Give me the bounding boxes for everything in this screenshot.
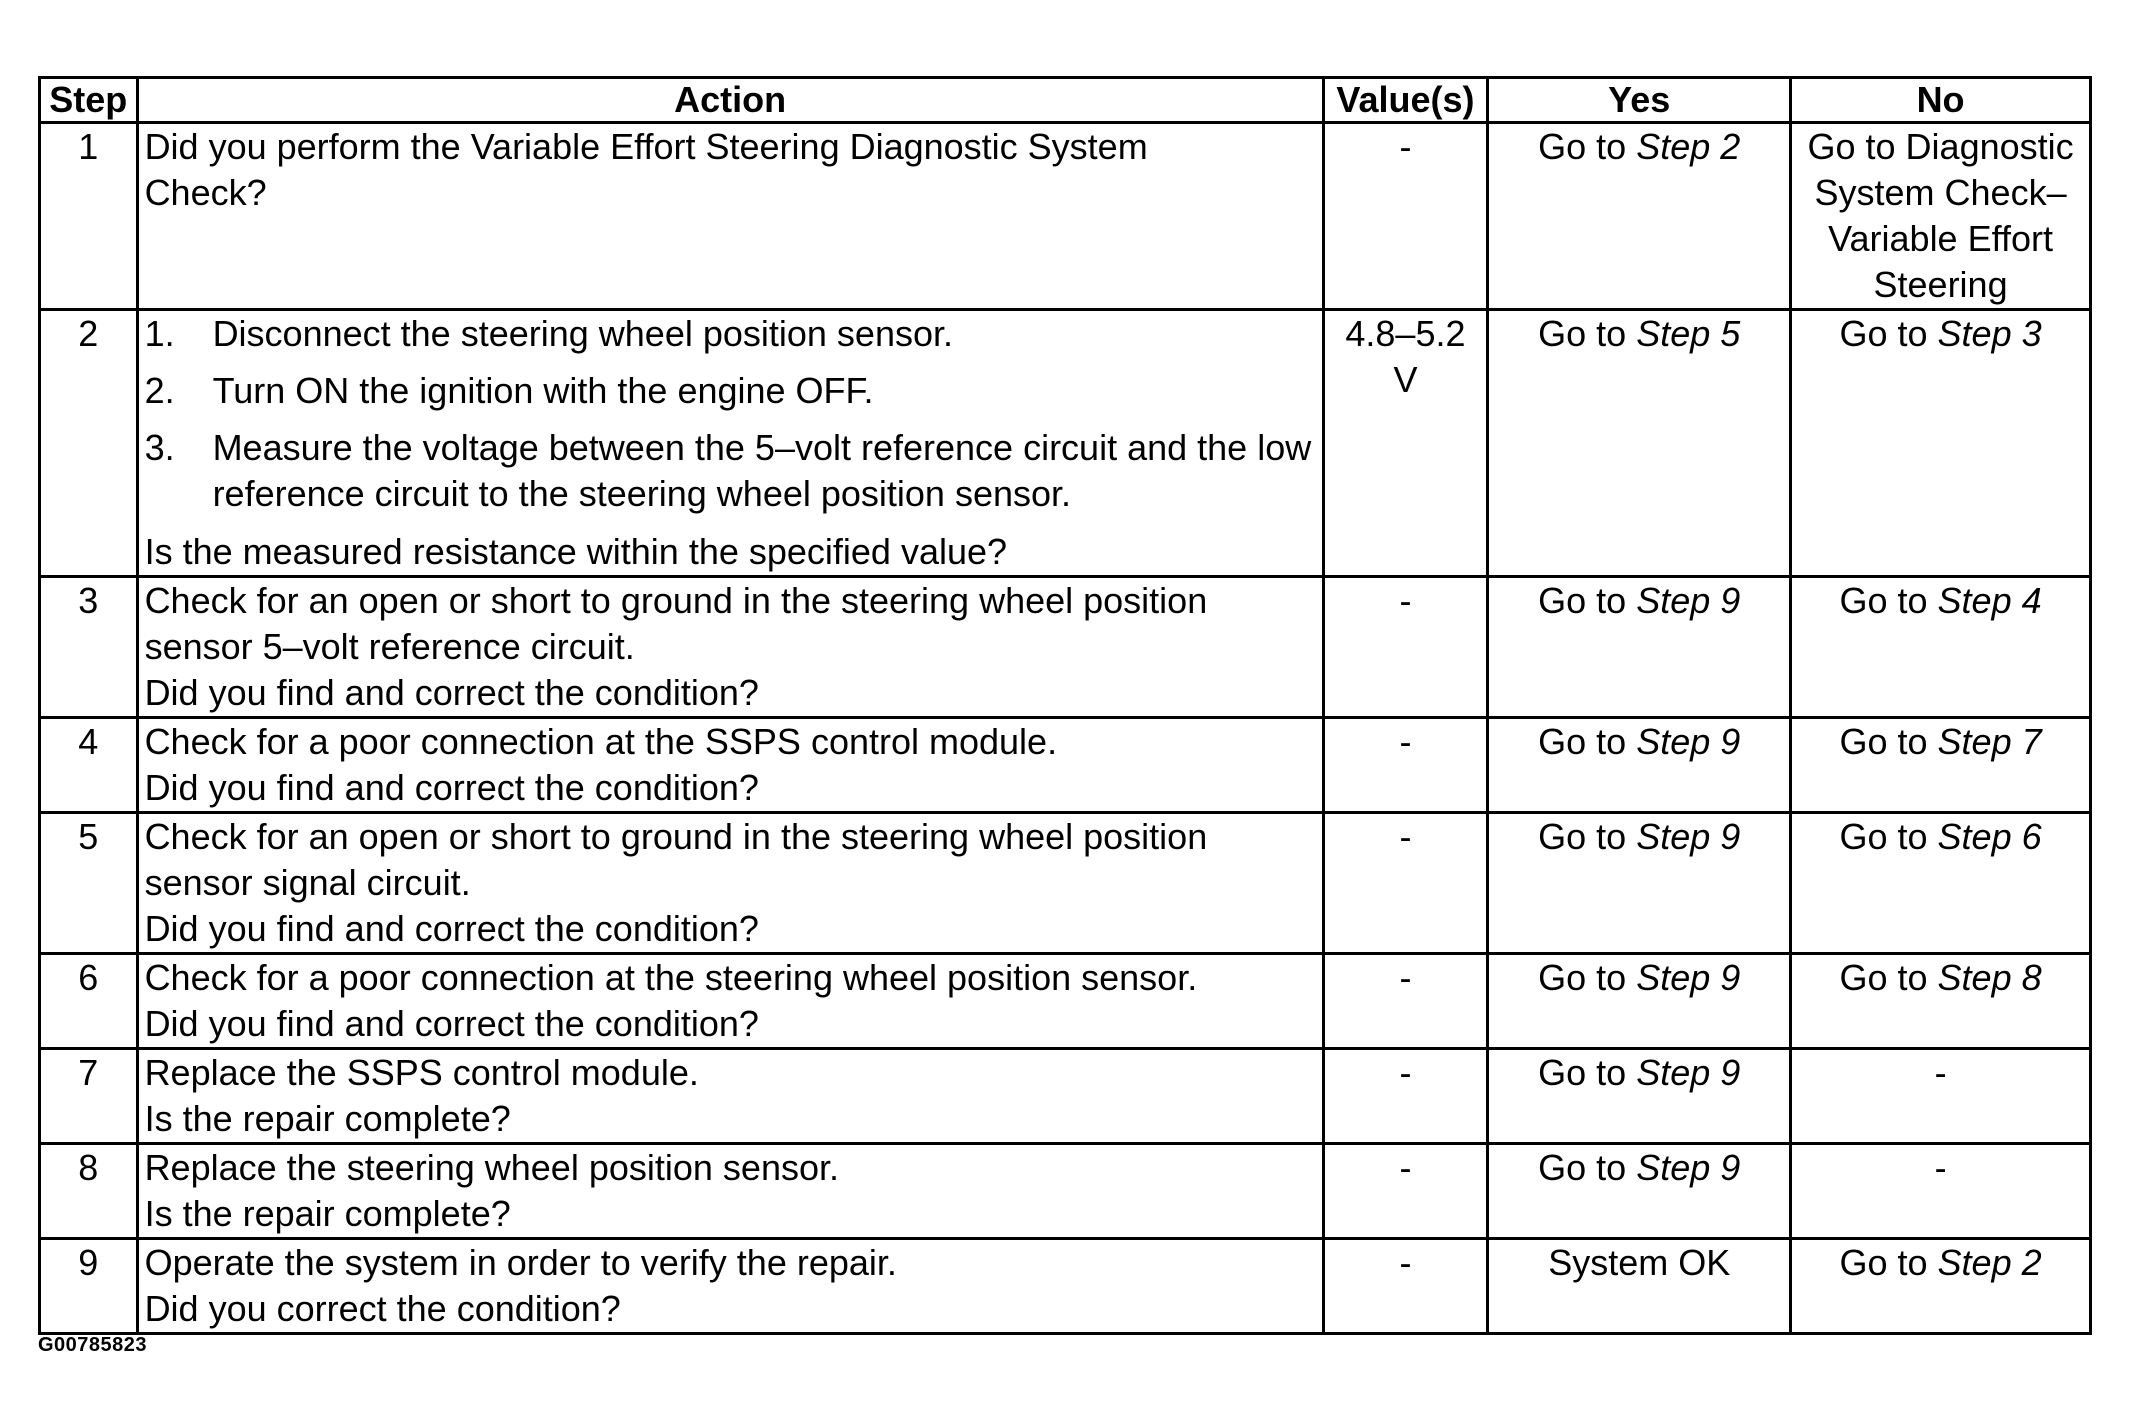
yes-cell bbox=[1488, 123, 1791, 310]
value-cell: - bbox=[1323, 954, 1488, 1049]
no-step-link[interactable]: Step 4 bbox=[1937, 580, 2042, 621]
value-cell: - bbox=[1323, 577, 1488, 718]
action-question: Is the measured resistance within the specified value? bbox=[144, 531, 1008, 572]
yes-cell bbox=[1488, 577, 1791, 718]
yes-cell bbox=[1488, 1144, 1791, 1239]
no-cell bbox=[1791, 1239, 2091, 1334]
step-number: 2 bbox=[40, 310, 138, 577]
yes-step-link[interactable]: Step 5 bbox=[1636, 313, 1741, 354]
action-line: Replace the steering wheel position sensor. bbox=[144, 1147, 839, 1188]
yes-step-link[interactable]: Step 9 bbox=[1636, 816, 1741, 857]
table-row bbox=[40, 1049, 2091, 1144]
yes-step-link[interactable]: Step 9 bbox=[1636, 1052, 1741, 1093]
value-cell: 4.8–5.2 V bbox=[1323, 310, 1488, 577]
substep-item bbox=[145, 368, 1316, 414]
no-prefix: Go to bbox=[1839, 816, 1938, 857]
action-line: Did you perform the Variable Effort Steering Diagnostic System bbox=[144, 126, 1148, 167]
action-line: Check for an open or short to ground in the steering wheel position bbox=[144, 580, 1208, 621]
no-line: System Check– bbox=[1814, 172, 2067, 213]
step-number: 8 bbox=[40, 1144, 138, 1239]
yes-prefix: Go to bbox=[1538, 580, 1637, 621]
yes-cell bbox=[1488, 1049, 1791, 1144]
no-prefix: Go to bbox=[1839, 721, 1938, 762]
yes-cell: System OK bbox=[1488, 1239, 1791, 1334]
header-step: Step bbox=[40, 78, 138, 123]
header-yes: Yes bbox=[1488, 78, 1791, 123]
yes-prefix: Go to bbox=[1538, 816, 1637, 857]
action-cell bbox=[137, 813, 1323, 954]
yes-prefix: Go to bbox=[1538, 957, 1637, 998]
action-cell bbox=[137, 1144, 1323, 1239]
action-line: Did you find and correct the condition? bbox=[144, 767, 759, 808]
action-line: Operate the system in order to verify the repair. bbox=[144, 1242, 897, 1283]
step-number: 9 bbox=[40, 1239, 138, 1334]
no-line: Variable Effort bbox=[1828, 218, 2053, 259]
no-line: Steering bbox=[1873, 264, 2008, 305]
yes-step-link[interactable]: Step 9 bbox=[1636, 1147, 1741, 1188]
no-cell bbox=[1791, 718, 2091, 813]
action-line: Is the repair complete? bbox=[144, 1098, 511, 1139]
action-line: Check for a poor connection at the steering wheel position sensor. bbox=[144, 957, 1198, 998]
no-cell[interactable] bbox=[1791, 123, 2091, 310]
no-prefix: Go to bbox=[1839, 580, 1938, 621]
value-cell: - bbox=[1323, 1239, 1488, 1334]
yes-cell bbox=[1488, 813, 1791, 954]
no-step-link[interactable]: Step 3 bbox=[1937, 313, 2042, 354]
table-row bbox=[40, 310, 2091, 577]
no-step-link[interactable]: Step 7 bbox=[1937, 721, 2042, 762]
substep-number: 1. bbox=[144, 313, 175, 354]
yes-cell bbox=[1488, 310, 1791, 577]
no-line: Go to Diagnostic bbox=[1807, 126, 2074, 167]
action-line: Is the repair complete? bbox=[144, 1193, 511, 1234]
action-cell bbox=[137, 954, 1323, 1049]
table-row bbox=[40, 1239, 2091, 1334]
action-line: sensor 5–volt reference circuit. bbox=[144, 626, 635, 667]
step-number: 7 bbox=[40, 1049, 138, 1144]
substep-text: Turn ON the ignition with the engine OFF. bbox=[212, 370, 874, 411]
table-row bbox=[40, 954, 2091, 1049]
no-prefix: Go to bbox=[1839, 957, 1938, 998]
action-cell bbox=[137, 123, 1323, 310]
yes-step-link[interactable]: Step 9 bbox=[1636, 957, 1741, 998]
substep-item bbox=[145, 425, 1316, 517]
action-line: Did you correct the condition? bbox=[144, 1288, 621, 1329]
substep-text: Measure the voltage between the 5–volt reference circuit and the low reference circuit to the steering wheel position sensor. bbox=[212, 427, 1312, 514]
no-cell bbox=[1791, 310, 2091, 577]
substep-text: Disconnect the steering wheel position sensor. bbox=[212, 313, 953, 354]
value-cell: - bbox=[1323, 1144, 1488, 1239]
substep-list bbox=[145, 311, 1316, 517]
yes-prefix: Go to bbox=[1538, 126, 1637, 167]
action-line: Replace the SSPS control module. bbox=[144, 1052, 699, 1093]
table-row bbox=[40, 1144, 2091, 1239]
substep-number: 2. bbox=[144, 370, 175, 411]
yes-cell bbox=[1488, 718, 1791, 813]
yes-step-link[interactable]: Step 2 bbox=[1636, 126, 1741, 167]
header-no: No bbox=[1791, 78, 2091, 123]
step-number: 6 bbox=[40, 954, 138, 1049]
step-number: 4 bbox=[40, 718, 138, 813]
action-line: Did you find and correct the condition? bbox=[144, 1003, 759, 1044]
yes-prefix: Go to bbox=[1538, 1147, 1637, 1188]
header-values: Value(s) bbox=[1323, 78, 1488, 123]
value-cell: - bbox=[1323, 718, 1488, 813]
no-prefix: Go to bbox=[1839, 313, 1938, 354]
substep-number: 3. bbox=[144, 427, 175, 468]
action-line: Did you find and correct the condition? bbox=[144, 672, 759, 713]
substep-item bbox=[145, 311, 1316, 357]
figure-id: G00785823 bbox=[38, 1334, 148, 1356]
value-cell: - bbox=[1323, 813, 1488, 954]
table-row bbox=[40, 718, 2091, 813]
action-line: sensor signal circuit. bbox=[144, 862, 471, 903]
no-step-link[interactable]: Step 2 bbox=[1937, 1242, 2042, 1283]
action-cell bbox=[137, 1239, 1323, 1334]
step-number: 1 bbox=[40, 123, 138, 310]
step-number: 3 bbox=[40, 577, 138, 718]
table-row bbox=[40, 813, 2091, 954]
no-cell bbox=[1791, 954, 2091, 1049]
no-prefix: Go to bbox=[1839, 1242, 1938, 1283]
header-row bbox=[40, 78, 2091, 123]
no-step-link[interactable]: Step 8 bbox=[1937, 957, 2042, 998]
action-line: Check for a poor connection at the SSPS control module. bbox=[144, 721, 1058, 762]
action-line: Did you find and correct the condition? bbox=[144, 908, 759, 949]
header-action: Action bbox=[137, 78, 1323, 123]
no-cell bbox=[1791, 813, 2091, 954]
value-cell: - bbox=[1323, 123, 1488, 310]
yes-prefix: Go to bbox=[1538, 1052, 1637, 1093]
no-step-link[interactable]: Step 6 bbox=[1937, 816, 2042, 857]
table-row bbox=[40, 577, 2091, 718]
step-number: 5 bbox=[40, 813, 138, 954]
no-cell: - bbox=[1791, 1144, 2091, 1239]
yes-step-link[interactable]: Step 9 bbox=[1636, 580, 1741, 621]
action-cell bbox=[137, 310, 1323, 577]
action-cell bbox=[137, 1049, 1323, 1144]
action-cell bbox=[137, 718, 1323, 813]
no-cell: - bbox=[1791, 1049, 2091, 1144]
action-line: Check? bbox=[144, 172, 267, 213]
yes-prefix: Go to bbox=[1538, 313, 1637, 354]
table-row bbox=[40, 123, 2091, 310]
no-cell bbox=[1791, 577, 2091, 718]
value-cell: - bbox=[1323, 1049, 1488, 1144]
action-cell bbox=[137, 577, 1323, 718]
yes-step-link[interactable]: Step 9 bbox=[1636, 721, 1741, 762]
yes-prefix: Go to bbox=[1538, 721, 1637, 762]
action-line: Check for an open or short to ground in the steering wheel position bbox=[144, 816, 1208, 857]
yes-cell bbox=[1488, 954, 1791, 1049]
diagnostic-table bbox=[38, 76, 2092, 1335]
